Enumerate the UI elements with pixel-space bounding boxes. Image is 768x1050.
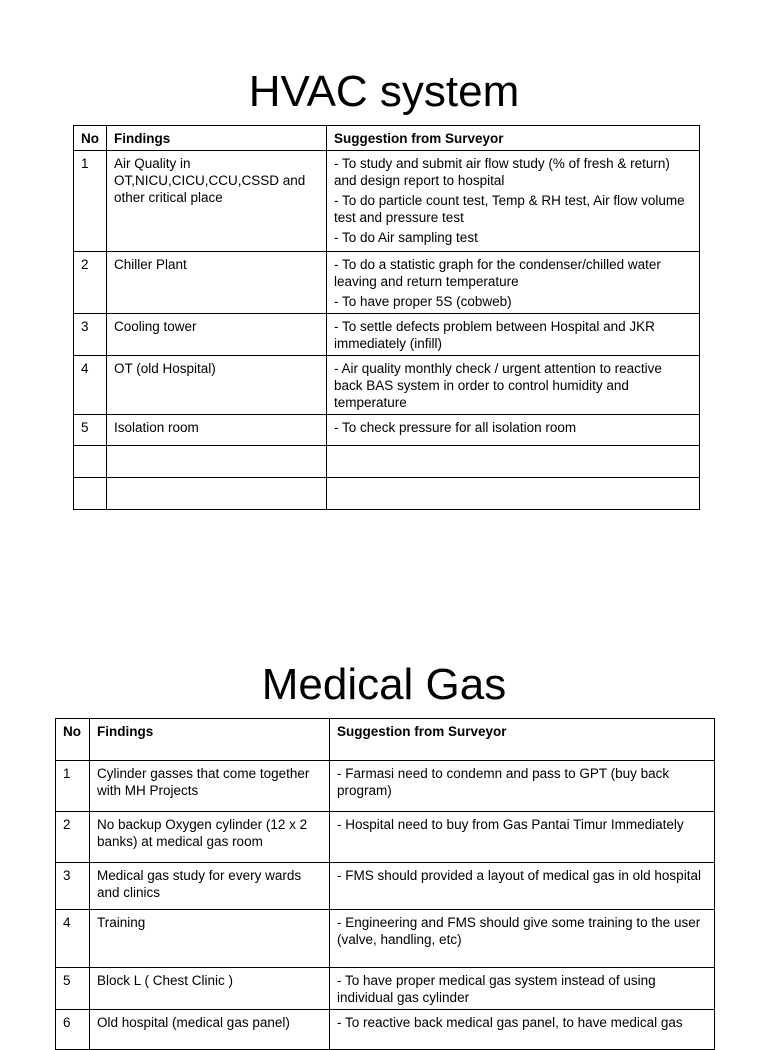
row-suggestion: - Hospital need to buy from Gas Pantai Timur Immediately	[330, 812, 715, 863]
header-findings: Findings	[107, 126, 327, 151]
empty-cell	[107, 478, 327, 510]
table-row	[56, 863, 715, 910]
suggestion-line: - To settle defects problem between Hospital and JKR immediately (infill)	[334, 319, 655, 351]
row-suggestion	[327, 314, 700, 356]
row-finding: Cooling tower	[107, 314, 327, 356]
row-no: 6	[56, 1010, 90, 1050]
row-no: 3	[56, 863, 90, 910]
header-findings: Findings	[90, 719, 330, 761]
medical-gas-findings-table	[55, 718, 715, 1050]
row-suggestion: - FMS should provided a layout of medical gas in old hospital	[330, 863, 715, 910]
row-suggestion	[327, 356, 700, 415]
suggestion-line: - To do particle count test, Temp & RH test, Air flow volume test and pressure test	[334, 193, 685, 225]
header-suggestion: Suggestion from Surveyor	[330, 719, 715, 761]
table-row	[74, 314, 700, 356]
row-finding: Training	[90, 910, 330, 968]
empty-table-row	[74, 446, 700, 478]
suggestion-line: - To do Air sampling test	[334, 230, 478, 245]
row-finding: OT (old Hospital)	[107, 356, 327, 415]
row-no: 2	[56, 812, 90, 863]
table-row	[56, 761, 715, 812]
table-row	[56, 812, 715, 863]
row-finding: Cylinder gasses that come together with MH Projects	[90, 761, 330, 812]
empty-cell	[327, 478, 700, 510]
row-suggestion	[327, 151, 700, 252]
row-no: 1	[56, 761, 90, 812]
row-suggestion: - To have proper medical gas system instead of using individual gas cylinder	[330, 968, 715, 1010]
row-finding: Air Quality in OT,NICU,CICU,CCU,CSSD and other critical place	[107, 151, 327, 252]
row-suggestion: - Engineering and FMS should give some training to the user (valve, handling, etc)	[330, 910, 715, 968]
row-finding: Isolation room	[107, 415, 327, 446]
empty-cell	[74, 478, 107, 510]
table-header-row	[56, 719, 715, 761]
suggestion-line: - To check pressure for all isolation room	[334, 420, 577, 435]
table-row	[74, 356, 700, 415]
row-finding: No backup Oxygen cylinder (12 x 2 banks) at medical gas room	[90, 812, 330, 863]
row-finding: Chiller Plant	[107, 252, 327, 314]
row-finding: Old hospital (medical gas panel)	[90, 1010, 330, 1050]
row-no: 4	[56, 910, 90, 968]
header-no: No	[56, 719, 90, 761]
header-no: No	[74, 126, 107, 151]
row-no: 5	[56, 968, 90, 1010]
table-row	[56, 968, 715, 1010]
suggestion-line: - To have proper 5S (cobweb)	[334, 294, 512, 309]
empty-cell	[74, 446, 107, 478]
suggestion-line: - To study and submit air flow study (% of fresh & return) and design report to hospital	[334, 156, 670, 188]
header-suggestion: Suggestion from Surveyor	[327, 126, 700, 151]
table-row	[74, 151, 700, 252]
row-suggestion: - Farmasi need to condemn and pass to GPT (buy back program)	[330, 761, 715, 812]
suggestion-line: - Air quality monthly check / urgent attention to reactive back BAS system in order to control humidity and temperature	[334, 361, 662, 410]
hvac-title: HVAC system	[248, 67, 520, 116]
row-finding: Block L ( Chest Clinic )	[90, 968, 330, 1010]
row-finding: Medical gas study for every wards and clinics	[90, 863, 330, 910]
row-no: 1	[74, 151, 107, 252]
table-row	[56, 1010, 715, 1050]
row-no: 4	[74, 356, 107, 415]
row-suggestion	[327, 415, 700, 446]
empty-cell	[107, 446, 327, 478]
row-no: 2	[74, 252, 107, 314]
row-suggestion	[327, 252, 700, 314]
row-suggestion: - To reactive back medical gas panel, to have medical gas	[330, 1010, 715, 1050]
medical-gas-title: Medical Gas	[261, 660, 507, 709]
row-no: 3	[74, 314, 107, 356]
empty-table-row	[74, 478, 700, 510]
table-row	[74, 415, 700, 446]
suggestion-line: - To do a statistic graph for the condenser/chilled water leaving and return temperature	[334, 257, 661, 289]
table-header-row	[74, 126, 700, 151]
empty-cell	[327, 446, 700, 478]
hvac-findings-table	[73, 125, 700, 510]
table-row	[74, 252, 700, 314]
table-row	[56, 910, 715, 968]
row-no: 5	[74, 415, 107, 446]
